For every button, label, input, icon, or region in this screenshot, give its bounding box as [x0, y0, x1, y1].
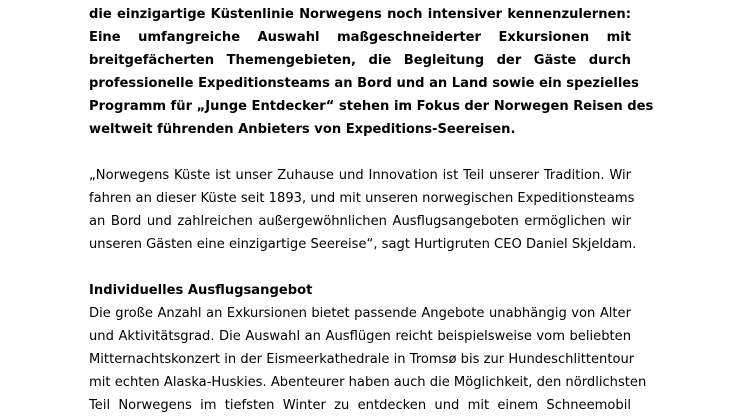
section-line-2: und Aktivitätsgrad. Die Auswahl an Ausflügen reicht beispielsweise vom beliebten [89, 329, 631, 344]
section-heading: Individuelles Ausflugsangebot [89, 283, 313, 298]
intro-line-2: Eine umfangreiche Auswahl maßgeschneiderter Exkursionen mit [89, 30, 631, 45]
quote-line-1: „Norwegens Küste ist unser Zuhause und Innovation ist Teil unserer Tradition. Wir [89, 168, 631, 183]
quote-line-3: an Bord und zahlreichen außergewöhnlichen Ausflugsangeboten ermöglichen wir [89, 214, 631, 229]
intro-line-4: professionelle Expeditionsteams an Bord und an Land sowie ein spezielles [89, 76, 639, 91]
quote-line-4: unseren Gästen eine einzigartige Seereise“, sagt Hurtigruten CEO Daniel Skjeldam. [89, 237, 637, 252]
section-line-5: Teil Norwegens im tiefsten Winter zu entdecken und mit einem Schneemobil [89, 398, 631, 413]
quote-line-2: fahren an dieser Küste seit 1893, und mit unseren norwegischen Expeditionsteams [89, 191, 635, 206]
intro-line-1: die einzigartige Küstenlinie Norwegens noch intensiver kennenzulernen: [89, 7, 631, 22]
section-line-3: Mitternachtskonzert in der Eismeerkathedrale in Tromsø bis zur Hundeschlittentour [89, 352, 635, 367]
intro-line-3: breitgefächerten Themengebieten, die Begleitung der Gäste durch [89, 53, 631, 68]
section-line-4: mit echten Alaska-Huskies. Abenteurer haben auch die Möglichkeit, den nördlichsten [89, 375, 647, 390]
section-line-1: Die große Anzahl an Exkursionen bietet passende Angebote unabhängig von Alter [89, 306, 631, 321]
intro-line-6: weltweit führenden Anbieters von Expeditions-Seereisen. [89, 122, 516, 137]
intro-line-5: Programm für „Junge Entdecker“ stehen im Fokus der Norwegen Reisen des [89, 99, 654, 114]
